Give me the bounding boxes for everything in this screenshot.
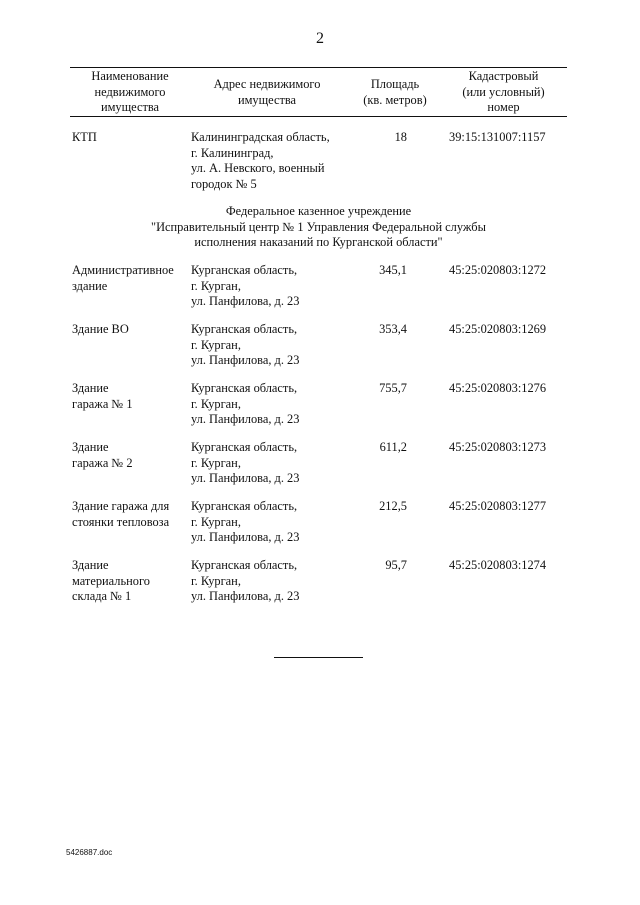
row-address <box>191 499 351 546</box>
row-name-line: стоянки тепловоза <box>72 514 170 529</box>
ktp-address <box>191 130 351 192</box>
institution-heading <box>70 204 567 251</box>
row-address <box>191 558 351 605</box>
file-reference: 5426887.doc <box>66 848 113 857</box>
header-cadastral-line: номер <box>487 100 520 114</box>
header-area-line: Площадь <box>370 77 420 91</box>
row-address-line: Курганская область, <box>191 263 298 277</box>
ktp-area: 18 <box>394 130 407 144</box>
row-address <box>191 263 351 310</box>
ktp-name <box>72 130 190 146</box>
row-name <box>72 263 190 294</box>
header-address <box>192 77 342 108</box>
row-name <box>72 381 190 412</box>
header-name-line: имущества <box>100 100 160 114</box>
row-cadastral: 45:25:020803:1272 <box>449 263 547 277</box>
ktp-name-line: КТП <box>72 130 97 144</box>
header-cadastral-line: (или условный) <box>462 84 545 99</box>
row-area: 755,7 <box>379 381 407 395</box>
header-address-line: Адрес недвижимого <box>213 77 321 91</box>
row-name-line: Здание ВО <box>72 322 129 336</box>
row-name <box>72 499 190 530</box>
institution-line: "Исправительный центр № 1 Управления Федеральной службы <box>151 219 486 234</box>
header-cadastral-line: Кадастровый <box>468 69 539 83</box>
row-cadastral: 45:25:020803:1277 <box>449 499 547 513</box>
header-name-line: недвижимого <box>94 84 166 99</box>
row-name-line: Здание <box>72 558 109 572</box>
row-name <box>72 322 190 338</box>
row-name-line: материального <box>72 573 150 588</box>
row-name-line: Здание <box>72 440 109 454</box>
row-address-line: ул. Панфилова, д. 23 <box>191 412 300 426</box>
row-address-line: Курганская область, <box>191 322 298 336</box>
row-address-line: Курганская область, <box>191 381 298 395</box>
header-name <box>70 69 190 116</box>
ktp-address-line: г. Калининград, <box>191 145 274 160</box>
header-area-line: (кв. метров) <box>363 92 427 107</box>
row-address <box>191 440 351 487</box>
row-cadastral: 45:25:020803:1276 <box>449 381 547 395</box>
row-address-line: ул. Панфилова, д. 23 <box>191 471 300 485</box>
row-address-line: Курганская область, <box>191 558 298 572</box>
row-name-line: склада № 1 <box>72 589 132 603</box>
ktp-address-line: городок № 5 <box>191 176 257 191</box>
row-address-line: Курганская область, <box>191 499 298 513</box>
row-area: 353,4 <box>379 322 407 336</box>
table-header-rule <box>70 116 567 117</box>
row-name <box>72 558 190 605</box>
row-name-line: Административное <box>72 263 174 277</box>
row-address-line: г. Курган, <box>191 455 241 470</box>
institution-line: Федеральное казенное учреждение <box>225 204 412 218</box>
row-address-line: г. Курган, <box>191 396 241 411</box>
row-cadastral: 45:25:020803:1273 <box>449 440 547 454</box>
table-top-rule <box>70 67 567 68</box>
ktp-cadastral: 39:15:131007:1157 <box>449 130 546 144</box>
ktp-address-line: Калининградская область, <box>191 130 330 144</box>
header-area <box>352 77 438 108</box>
institution-line: исполнения наказаний по Курганской области" <box>194 235 443 249</box>
row-area: 212,5 <box>379 499 407 513</box>
row-address <box>191 322 351 369</box>
end-rule <box>274 657 363 658</box>
row-name <box>72 440 190 471</box>
header-cadastral <box>440 69 567 116</box>
row-cadastral: 45:25:020803:1269 <box>449 322 547 336</box>
row-address-line: г. Курган, <box>191 573 241 588</box>
row-address-line: ул. Панфилова, д. 23 <box>191 353 300 367</box>
page-number: 2 <box>316 30 324 47</box>
row-address-line: ул. Панфилова, д. 23 <box>191 294 300 308</box>
row-name-line: здание <box>72 278 108 293</box>
header-address-line: имущества <box>237 92 297 107</box>
row-address-line: ул. Панфилова, д. 23 <box>191 589 300 603</box>
row-name-line: Здание гаража для <box>72 499 170 513</box>
row-area: 95,7 <box>385 558 407 572</box>
row-address-line: г. Курган, <box>191 278 241 293</box>
header-name-line: Наименование <box>91 69 169 83</box>
row-address-line: г. Курган, <box>191 337 241 352</box>
row-area: 611,2 <box>379 440 407 454</box>
row-area: 345,1 <box>379 263 407 277</box>
row-cadastral: 45:25:020803:1274 <box>449 558 547 572</box>
row-address-line: ул. Панфилова, д. 23 <box>191 530 300 544</box>
ktp-address-line: ул. А. Невского, военный <box>191 161 325 175</box>
row-name-line: гаража № 2 <box>72 455 133 470</box>
row-name-line: Здание <box>72 381 109 395</box>
row-address-line: Курганская область, <box>191 440 298 454</box>
row-address <box>191 381 351 428</box>
row-address-line: г. Курган, <box>191 514 241 529</box>
row-name-line: гаража № 1 <box>72 396 133 411</box>
